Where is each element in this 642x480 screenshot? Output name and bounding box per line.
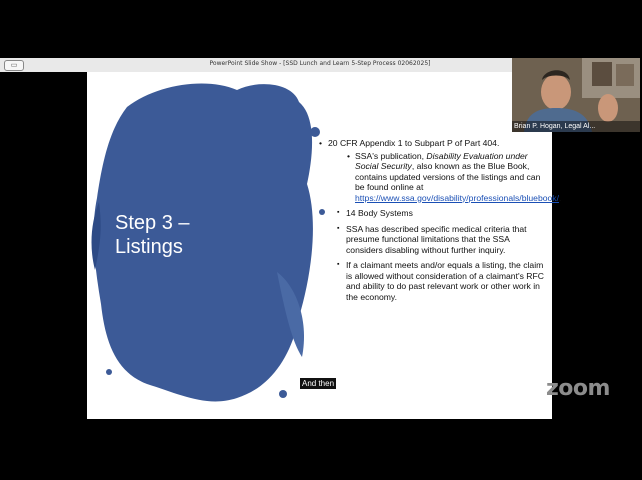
bullet-cfr: • 20 CFR Appendix 1 to Subpart P of Part 404. [319,138,544,149]
blue-book-publication-title: Disability Evaluation under Social Security [355,150,528,171]
blue-book-text-post: , also known as the Blue Book, contains updated versions of the listings and can be found online at [355,161,541,192]
live-caption: And then [302,379,335,388]
slide-heading [115,211,265,259]
bullet-listing-met: ▪ If a claimant meets and/or equals a listing, the claim is allowed without consideration of a claimant's RFC and ability to do past relevant work or other work in the economy. [337,260,544,302]
slide-heading-line1: Step 3 – [115,212,190,234]
blue-book-link[interactable]: https://www.ssa.gov/disability/professionals/bluebook/ [355,192,559,203]
bullet-medical-criteria: ▪ SSA has described specific medical criteria that presume functional limitations that the SSA considers disabling without further inquiry. [337,224,544,256]
slide-heading-line2: Listings [115,236,183,258]
participant-video-tile[interactable] [512,58,640,132]
blue-book-text-pre: SSA's publication, [355,150,427,161]
slide-bullets [319,138,562,303]
slideshow-menu-icon[interactable]: ▭ [4,60,24,71]
window-title: PowerPoint Slide Show - [SSD Lunch and Learn 5-Step Process 02062025] [209,60,431,67]
bullet-blue-book [348,150,562,204]
bullet-body-systems: ▪ 14 Body Systems [337,208,544,219]
blue-book-text-end: . [558,192,562,203]
zoom-logo: zoom [546,376,610,401]
participant-name-label: Brian P. Hogan, Legal Al... [512,121,642,132]
